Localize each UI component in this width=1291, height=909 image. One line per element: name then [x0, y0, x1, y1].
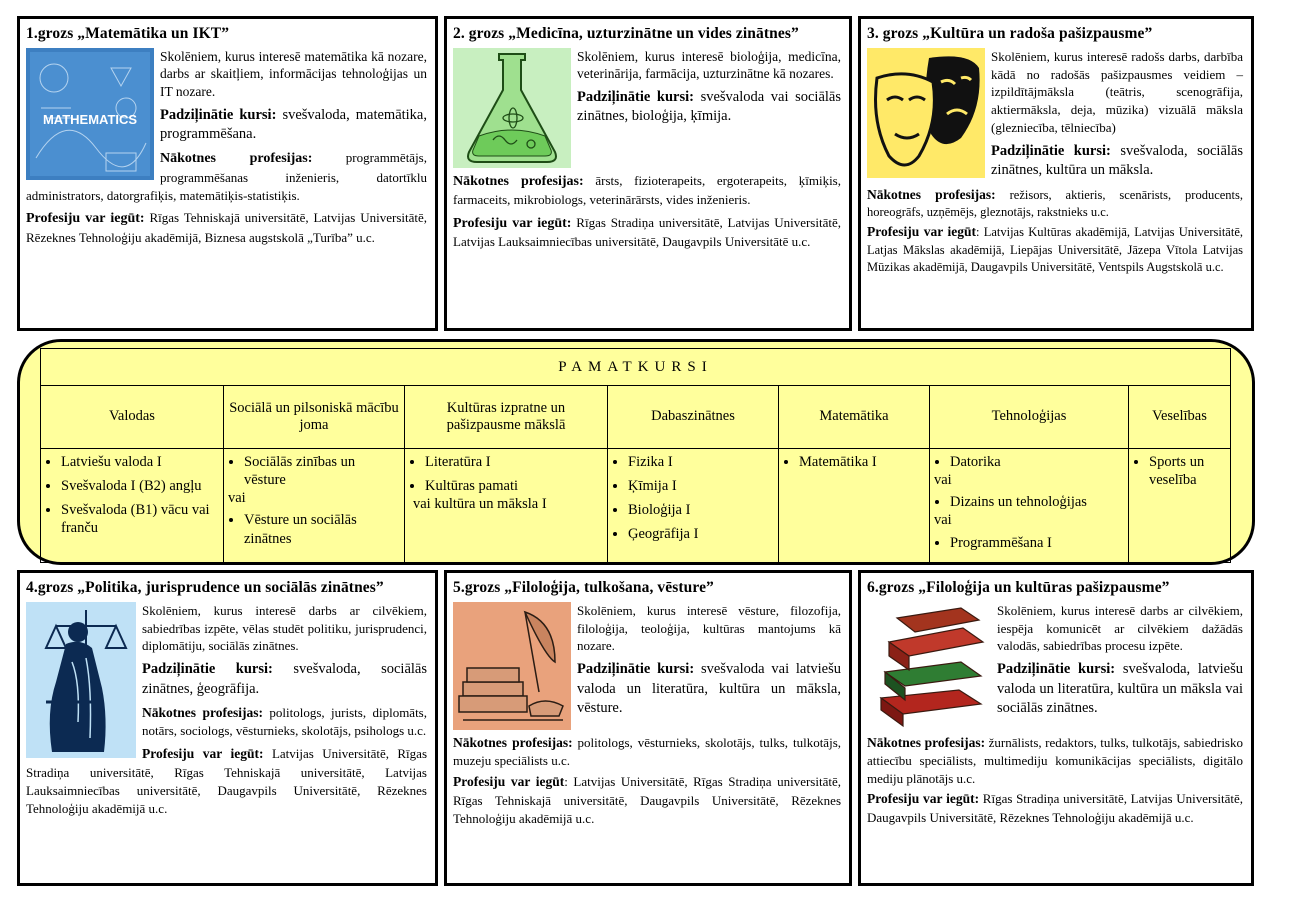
group-3-advanced-label: Padziļinātie kursi: [991, 143, 1111, 160]
core-col-header: Matemātika [779, 386, 930, 449]
group-6-advanced: svešvaloda, latviešu valoda un literatūra, kultūra un māksla vai sociālās zinātnes. [997, 661, 1243, 716]
group-4-where-label: Profesiju var iegūt: [142, 746, 264, 762]
list-item: • Fizika I [628, 453, 774, 471]
core-col-header: Tehnoloģijas [930, 386, 1129, 449]
core-col-culture [405, 449, 608, 563]
list-item: • Sociālās zinības un vēsture [244, 453, 400, 489]
group-5-title: 5.grozs „Filoloģija, tulkošana, vēsture” [453, 579, 714, 596]
group-2-intro: Skolēniem, kurus interesē bioloģija, medicīna, veterinārija, farmācija, uzturzinātne kā nozares. [577, 48, 841, 82]
list-item: • Kultūras pamati [425, 477, 603, 495]
core-col-social [224, 449, 405, 563]
core-courses-table [40, 348, 1231, 563]
group-3-where-label: Profesiju var iegūt [867, 224, 976, 240]
group-1-card [17, 16, 438, 331]
group-3-title: 3. grozs „Kultūra un radoša pašizpausme” [867, 25, 1153, 42]
group-5-intro: Skolēniem, kurus interesē vēsture, filozofija, filoloģija, teoloģija, kultūras mantojums kā nozare. [577, 602, 841, 654]
group-3-prof-label: Nākotnes profesijas: [867, 186, 996, 202]
group-2-title: 2. grozs „Medicīna, uzturzinātne un vides zinātnes” [453, 25, 799, 42]
group-6-advanced-label: Padziļinātie kursi: [997, 661, 1116, 678]
theatre-masks-image [867, 48, 985, 178]
core-col-health [1129, 449, 1231, 563]
core-col-languages [41, 449, 224, 563]
group-6-title: 6.grozs „Filoloģija un kultūras pašizpausme” [867, 579, 1170, 596]
mathematics-image [26, 48, 154, 180]
core-courses-panel [17, 339, 1255, 565]
group-3-intro: Skolēniem, kurus interesē radošs darbs, darbība kādā no radošās pašizpausmes veidiem – izpildītājmāksla (teātris, scenogrāfija, aktiermāksla, deja, mūzika) vizuālā māksla (glezniecība, tēlniecība) [991, 48, 1243, 136]
list-item: • Matemātika I [799, 453, 925, 471]
list-item: • Datorika [950, 453, 1124, 471]
group-2-card [444, 16, 852, 331]
group-2-prof: ārsts, fizioterapeits, ergoterapeits, ķīmiķis, farmaceits, mikrobiologs, veterinārārsts, vides inženieris. [453, 172, 841, 207]
group-4-where: Latvijas Universitātē, Rīgas Stradiņa universitātē, Rīgas Tehniskajā universitātē, Latvijas Lauksaimniecības universitātē, Daugavpils Universitātē, Rēzeknes Tehnoloģiju akadēmijā u.c. [26, 746, 428, 816]
group-1-prof-label: Nākotnes profesijas: [160, 151, 313, 167]
list-item: • Literatūra I [425, 453, 603, 471]
list-item: • Dizains un tehnoloģijas [950, 493, 1124, 511]
list-item: • Latviešu valoda I [61, 453, 219, 471]
group-6-prof-label: Nākotnes profesijas: [867, 734, 986, 750]
group-2-where-label: Profesiju var iegūt: [453, 215, 572, 231]
group-4-title: 4.grozs „Politika, jurisprudence un sociālās zinātnes” [26, 579, 384, 596]
group-2-advanced: svešvaloda vai sociālās zinātnes, bioloģija, ķīmija. [577, 89, 841, 125]
group-2-prof-label: Nākotnes profesijas: [453, 173, 584, 189]
group-2-advanced-label: Padziļinātie kursi: [577, 89, 694, 106]
group-1-intro: Skolēniem, kurus interesē matemātika kā nozare, darbs ar skaitļiem, informācijas tehnoloģijas un IT nozare. [160, 48, 427, 100]
group-4-card [17, 570, 438, 886]
core-col-sciences [608, 449, 779, 563]
connector-text: vai [228, 490, 246, 507]
group-6-where: Rīgas Stradiņa universitātē, Latvijas Universitātē, Daugavpils Universitātē, Rēzeknes Tehnoloģiju akadēmijā u.c. [867, 791, 1243, 825]
group-1-prof: programmētājs, programmēšanas inženieris, datortīklu administrators, datorgrafiķis, matemātiķis-statistiķis. [26, 150, 427, 203]
group-4-intro: Skolēniem, kurus interesē darbs ar cilvēkiem, sabiedrības izpēte, vēlas studēt politiku, jurisprudenci, diplomātiju, sociālās zinātnes. [142, 602, 427, 654]
core-col-header: Sociālā un pilsoniskā mācību joma [224, 386, 405, 449]
core-courses-title: PAMATKURSI [41, 349, 1231, 386]
group-1-advanced: svešvaloda, matemātika, programmēšana. [160, 107, 427, 143]
group-6-where-label: Profesiju var iegūt: [867, 791, 980, 807]
group-5-advanced-label: Padziļinātie kursi: [577, 661, 695, 678]
group-1-title: 1.grozs „Matemātika un IKT” [26, 25, 230, 42]
list-item: • Ķīmija I [628, 477, 774, 495]
list-item: • Ģeogrāfija I [628, 525, 774, 543]
group-6-prof: žurnālists, redaktors, tulks, tulkotājs, sabiedrisko attiecību speciālists, multimediju komunikācijas speciālists, digitālo mediju plānotājs u.c. [867, 734, 1243, 787]
connector-text: vai [934, 472, 952, 489]
group-5-advanced: svešvaloda vai latviešu valoda un literatūra, kultūra un māksla, vēsture. [577, 661, 841, 716]
group-6-intro: Skolēniem, kurus interesē darbs ar cilvēkiem, iespēja komunicēt ar cilvēkiem dažādās valodās, sabiedrības procesu izpēte. [997, 602, 1243, 654]
books-quill-image [453, 602, 571, 730]
group-1-where-label: Profesiju var iegūt: [26, 211, 145, 227]
list-item: • Bioloģija I [628, 501, 774, 519]
core-col-technologies [930, 449, 1129, 563]
list-item: • Svešvaloda I (B2) angļu [61, 477, 219, 495]
group-1-advanced-label: Padziļinātie kursi: [160, 107, 277, 124]
core-col-header: Valodas [41, 386, 224, 449]
group-6-card [858, 570, 1254, 886]
group-4-advanced-label: Padziļinātie kursi: [142, 661, 273, 678]
group-5-card [444, 570, 852, 886]
core-col-header: Veselības [1129, 386, 1231, 449]
core-col-header: Dabaszinātnes [608, 386, 779, 449]
group-4-prof: politologs, jurists, diplomāts, notārs, sociologs, vēsturnieks, skolotājs, psihologs u.c. [142, 704, 427, 739]
list-item: • Sports un veselība [1149, 453, 1226, 489]
group-4-prof-label: Nākotnes profesijas: [142, 704, 264, 720]
mathematics-image-text: MATHEMATICS [42, 111, 138, 127]
list-item: • Vēsture un sociālās zinātnes [244, 511, 400, 547]
core-col-math [779, 449, 930, 563]
group-3-advanced: svešvaloda, sociālās zinātnes, kultūra un māksla. [991, 143, 1243, 179]
group-4-advanced: svešvaloda, sociālās zinātnes, ģeogrāfija. [142, 661, 427, 697]
group-5-prof: politologs, vēsturnieks, skolotājs, tulks, tulkotājs, muzeju speciālists u.c. [453, 734, 841, 769]
group-5-where: : Latvijas Universitātē, Rīgas Stradiņa universitātē, Rīgas Tehniskajā universitātē, Daugavpils Universitātē, Rēzeknes Tehnoloģiju akadēmijā u.c. [453, 774, 841, 826]
list-item: • Svešvaloda (B1) vācu vai franču [61, 501, 219, 537]
group-2-where: Rīgas Stradiņa universitātē, Latvijas Universitātē, Latvijas Lauksaimniecības universitātē, Daugavpils Universitātē u.c. [453, 214, 841, 250]
list-item: • Programmēšana I [950, 534, 1124, 552]
justice-statue-image [26, 602, 136, 758]
group-3-prof: režisors, aktieris, scenārists, producents, horeogrāfs, uzņēmējs, gleznotājs, rakstnieks u.c. [867, 187, 1244, 220]
stack-of-books-image [867, 602, 991, 730]
group-3-card [858, 16, 1254, 331]
group-1-where: Rīgas Tehniskajā universitātē, Latvijas Universitātē, Rēzeknes Tehnoloģiju akadēmijā, Biznesa augstskolā „Turība” u.c. [26, 210, 427, 245]
group-5-where-label: Profesiju var iegūt [453, 774, 565, 790]
group-3-where: : Latvijas Kultūras akadēmijā, Latvijas Universitātē, Latjas Mākslas akadēmijā, Liepājas Universitātē, Jāzepa Vītola Latvijas Mūzikas akadēmijā, Daugavpils Universitātē, Ventspils Augstskolā u.c. [867, 225, 1243, 275]
culture-extra-text: vai kultūra un māksla I [413, 496, 547, 513]
core-col-header: Kultūras izpratne un pašizpausme mākslā [405, 386, 608, 449]
flask-image [453, 48, 571, 168]
connector-text: vai [934, 512, 952, 529]
group-5-prof-label: Nākotnes profesijas: [453, 734, 573, 750]
